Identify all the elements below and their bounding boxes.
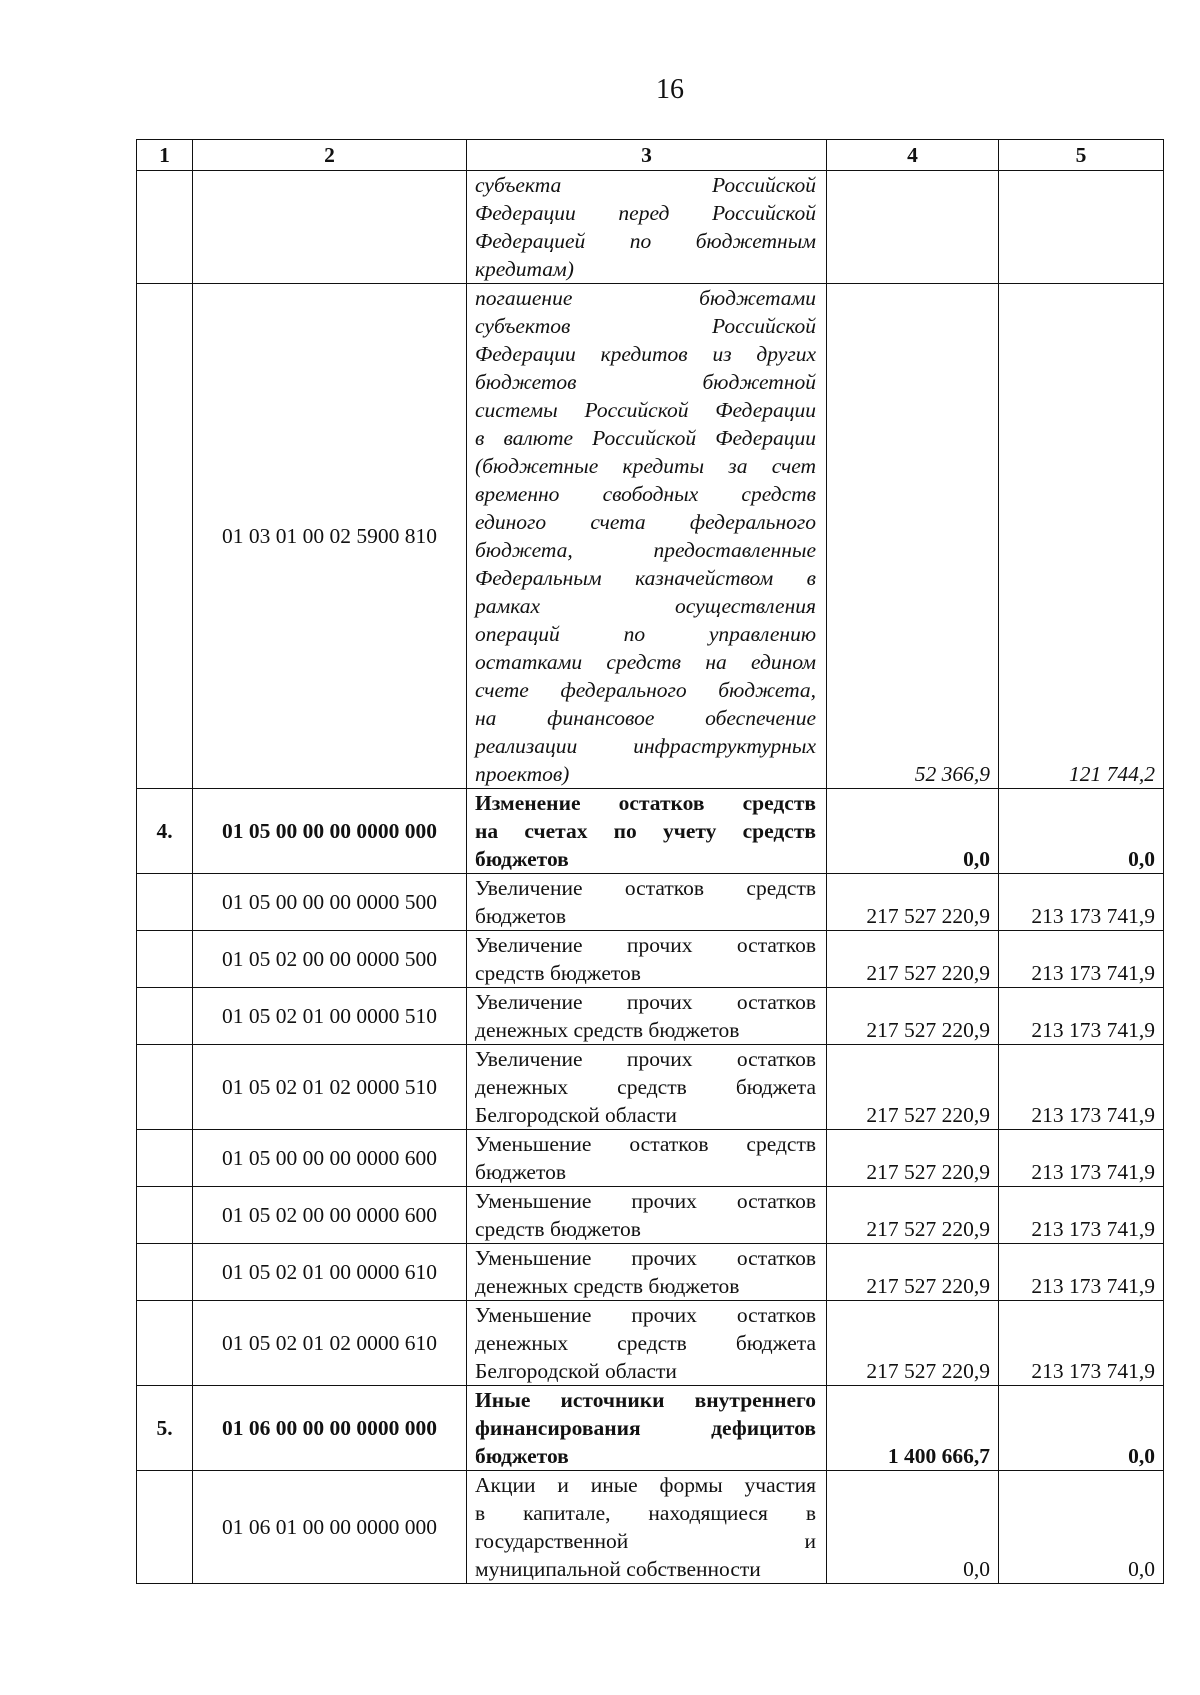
table-header-row bbox=[137, 140, 1164, 171]
source-description bbox=[467, 874, 827, 931]
header-col-1: 1 bbox=[137, 140, 193, 171]
row-number bbox=[137, 1130, 193, 1187]
description-line: Изменение остатков средств bbox=[475, 791, 816, 815]
amount-col-5 bbox=[999, 171, 1164, 284]
amount-col-4: 217 527 220,9 bbox=[827, 931, 999, 988]
amount-col-5: 213 173 741,9 bbox=[999, 988, 1164, 1045]
amount-col-4: 217 527 220,9 bbox=[827, 988, 999, 1045]
budget-code: 01 06 00 00 00 0000 000 bbox=[193, 1386, 467, 1471]
amount-col-4: 217 527 220,9 bbox=[827, 1130, 999, 1187]
source-description bbox=[467, 1130, 827, 1187]
description-line: погашение бюджетами bbox=[475, 286, 816, 310]
description-line: муниципальной собственности bbox=[475, 1557, 761, 1581]
description-line: реализации инфраструктурных bbox=[475, 734, 816, 758]
budget-code: 01 05 00 00 00 0000 500 bbox=[193, 874, 467, 931]
table-row bbox=[137, 1045, 1164, 1130]
source-description bbox=[467, 931, 827, 988]
source-description bbox=[467, 789, 827, 874]
amount-col-4: 0,0 bbox=[827, 789, 999, 874]
amount-col-4: 217 527 220,9 bbox=[827, 1045, 999, 1130]
description-line: денежных средств бюджета bbox=[475, 1075, 816, 1099]
description-line: государственной и bbox=[475, 1529, 816, 1553]
row-number: 5. bbox=[137, 1386, 193, 1471]
description-line: Федеральным казначейством в bbox=[475, 566, 816, 590]
budget-code: 01 05 02 01 02 0000 610 bbox=[193, 1301, 467, 1386]
description-line: бюджетов bbox=[475, 904, 566, 928]
sources-financing-table bbox=[136, 139, 1164, 1584]
amount-col-5: 213 173 741,9 bbox=[999, 931, 1164, 988]
table-row bbox=[137, 988, 1164, 1045]
description-line: (бюджетные кредиты за счет bbox=[475, 454, 816, 478]
amount-col-4: 1 400 666,7 bbox=[827, 1386, 999, 1471]
description-line: Уменьшение прочих остатков bbox=[475, 1246, 816, 1270]
amount-col-5: 121 744,2 bbox=[999, 284, 1164, 789]
budget-code: 01 05 02 01 00 0000 610 bbox=[193, 1244, 467, 1301]
description-line: Федерации кредитов из других bbox=[475, 342, 816, 366]
budget-code: 01 06 01 00 00 0000 000 bbox=[193, 1471, 467, 1584]
description-line: системы Российской Федерации bbox=[475, 398, 816, 422]
header-col-5: 5 bbox=[999, 140, 1164, 171]
budget-code bbox=[193, 171, 467, 284]
source-description bbox=[467, 284, 827, 789]
description-line: Увеличение прочих остатков bbox=[475, 1047, 816, 1071]
row-number bbox=[137, 171, 193, 284]
row-number bbox=[137, 988, 193, 1045]
description-line: Белгородской области bbox=[475, 1103, 677, 1127]
description-line: Увеличение прочих остатков bbox=[475, 933, 816, 957]
row-number bbox=[137, 1045, 193, 1130]
description-line: в капитале, находящиеся в bbox=[475, 1501, 816, 1525]
description-line: субъектов Российской bbox=[475, 314, 816, 338]
description-line: денежных средств бюджета bbox=[475, 1331, 816, 1355]
description-line: бюджетов bbox=[475, 1160, 566, 1184]
description-line: Акции и иные формы участия bbox=[475, 1473, 816, 1497]
amount-col-5: 213 173 741,9 bbox=[999, 1301, 1164, 1386]
amount-col-4: 217 527 220,9 bbox=[827, 1244, 999, 1301]
description-line: в валюте Российской Федерации bbox=[475, 426, 816, 450]
description-line: счете федерального бюджета, bbox=[475, 678, 816, 702]
table-row bbox=[137, 874, 1164, 931]
table-body bbox=[137, 171, 1164, 1584]
row-number bbox=[137, 1471, 193, 1584]
budget-code: 01 05 02 00 00 0000 600 bbox=[193, 1187, 467, 1244]
amount-col-4: 0,0 bbox=[827, 1471, 999, 1584]
amount-col-5: 0,0 bbox=[999, 1386, 1164, 1471]
description-line: операций по управлению bbox=[475, 622, 816, 646]
budget-code: 01 05 02 01 00 0000 510 bbox=[193, 988, 467, 1045]
table-row bbox=[137, 284, 1164, 789]
source-description bbox=[467, 1045, 827, 1130]
description-line: на счетах по учету средств bbox=[475, 819, 816, 843]
budget-code: 01 05 02 01 02 0000 510 bbox=[193, 1045, 467, 1130]
description-line: Увеличение прочих остатков bbox=[475, 990, 816, 1014]
source-description bbox=[467, 1301, 827, 1386]
table-row bbox=[137, 1187, 1164, 1244]
source-description bbox=[467, 1244, 827, 1301]
description-line: остатками средств на едином bbox=[475, 650, 816, 674]
description-line: Уменьшение прочих остатков bbox=[475, 1189, 816, 1213]
row-number bbox=[137, 1301, 193, 1386]
row-number bbox=[137, 874, 193, 931]
amount-col-5: 213 173 741,9 bbox=[999, 1045, 1164, 1130]
header-col-3: 3 bbox=[467, 140, 827, 171]
description-line: средств бюджетов bbox=[475, 961, 641, 985]
amount-col-4: 52 366,9 bbox=[827, 284, 999, 789]
description-line: Уменьшение прочих остатков bbox=[475, 1303, 816, 1327]
source-description bbox=[467, 988, 827, 1045]
description-line: рамках осуществления bbox=[475, 594, 816, 618]
row-number bbox=[137, 1187, 193, 1244]
table-row bbox=[137, 1244, 1164, 1301]
table-row bbox=[137, 1471, 1164, 1584]
header-col-4: 4 bbox=[827, 140, 999, 171]
table-row bbox=[137, 931, 1164, 988]
row-number: 4. bbox=[137, 789, 193, 874]
description-line: проектов) bbox=[475, 762, 570, 786]
description-line: средств бюджетов bbox=[475, 1217, 641, 1241]
table-row bbox=[137, 789, 1164, 874]
amount-col-5: 213 173 741,9 bbox=[999, 1244, 1164, 1301]
description-line: денежных средств бюджетов bbox=[475, 1274, 740, 1298]
source-description bbox=[467, 1386, 827, 1471]
table-row bbox=[137, 1130, 1164, 1187]
description-line: финансирования дефицитов bbox=[475, 1416, 816, 1440]
page-number: 16 bbox=[656, 74, 684, 105]
source-description bbox=[467, 1471, 827, 1584]
header-col-2: 2 bbox=[193, 140, 467, 171]
amount-col-4: 217 527 220,9 bbox=[827, 874, 999, 931]
description-line: денежных средств бюджетов bbox=[475, 1018, 740, 1042]
description-line: Федерацией по бюджетным bbox=[475, 229, 816, 253]
row-number bbox=[137, 1244, 193, 1301]
amount-col-5: 213 173 741,9 bbox=[999, 1187, 1164, 1244]
row-number bbox=[137, 284, 193, 789]
amount-col-5: 213 173 741,9 bbox=[999, 1130, 1164, 1187]
description-line: кредитам) bbox=[475, 257, 574, 281]
source-description bbox=[467, 1187, 827, 1244]
description-line: Увеличение остатков средств bbox=[475, 876, 816, 900]
description-line: бюджета, предоставленные bbox=[475, 538, 816, 562]
description-line: субъекта Российской bbox=[475, 173, 816, 197]
amount-col-5: 0,0 bbox=[999, 1471, 1164, 1584]
description-line: на финансовое обеспечение bbox=[475, 706, 816, 730]
amount-col-4: 217 527 220,9 bbox=[827, 1301, 999, 1386]
budget-code: 01 03 01 00 02 5900 810 bbox=[193, 284, 467, 789]
amount-col-5: 213 173 741,9 bbox=[999, 874, 1164, 931]
budget-code: 01 05 00 00 00 0000 000 bbox=[193, 789, 467, 874]
description-line: бюджетов bbox=[475, 1444, 569, 1468]
source-description bbox=[467, 171, 827, 284]
amount-col-5: 0,0 bbox=[999, 789, 1164, 874]
description-line: Иные источники внутреннего bbox=[475, 1388, 816, 1412]
budget-code: 01 05 00 00 00 0000 600 bbox=[193, 1130, 467, 1187]
description-line: единого счета федерального bbox=[475, 510, 816, 534]
row-number bbox=[137, 931, 193, 988]
table-row bbox=[137, 171, 1164, 284]
description-line: временно свободных средств bbox=[475, 482, 816, 506]
table-row bbox=[137, 1386, 1164, 1471]
description-line: бюджетов бюджетной bbox=[475, 370, 816, 394]
table-row bbox=[137, 1301, 1164, 1386]
amount-col-4 bbox=[827, 171, 999, 284]
description-line: Федерации перед Российской bbox=[475, 201, 816, 225]
description-line: Уменьшение остатков средств bbox=[475, 1132, 816, 1156]
amount-col-4: 217 527 220,9 bbox=[827, 1187, 999, 1244]
budget-code: 01 05 02 00 00 0000 500 bbox=[193, 931, 467, 988]
description-line: Белгородской области bbox=[475, 1359, 677, 1383]
description-line: бюджетов bbox=[475, 847, 569, 871]
